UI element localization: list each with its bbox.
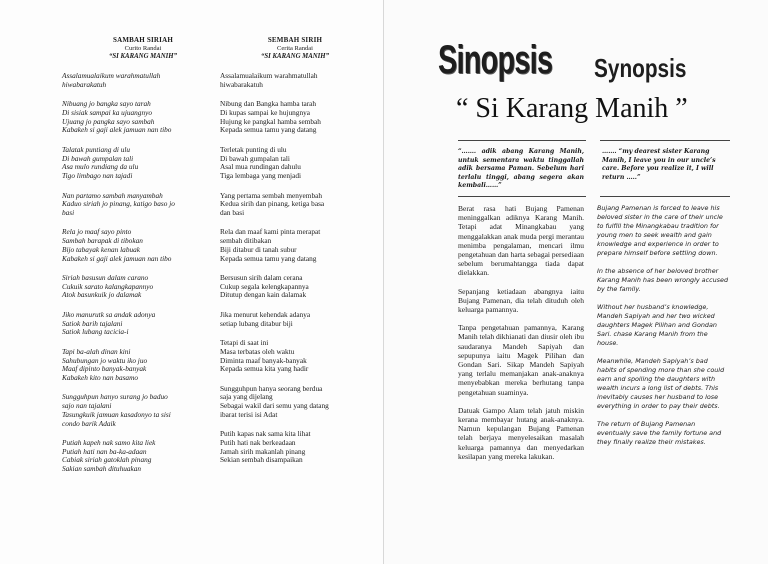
rule-left-bottom bbox=[458, 196, 586, 197]
verse-line: Tiga lembaga yang menjadi bbox=[220, 171, 301, 181]
synopsis-paragraph: Meanwhile, Mandeh Sapiyah’s bad habits of spending more than she could earn and spoiling the daughters with wealth incurs a long list of debts. This inevitably causes her husband to lose everything in order to pay their debts. bbox=[597, 357, 725, 410]
synopsis-paragraph: Sepanjang ketiadaan abangnya iaitu Bujang Pamenan, dia telah dituduh oleh keluarga pamannya. bbox=[458, 286, 584, 315]
synopsis-paragraph: Datuak Gampo Alam telah jatuh miskin kerana membayar hutang anak-anaknya. Namun kepulangan Bujang Pamenan telah berjaya menyelesaikan masalah keluarga pamannya dan menyedarkan kesilapan yang mereka lakukan. bbox=[458, 405, 584, 461]
verse-line: Tigo limbago nan tajadi bbox=[62, 171, 133, 181]
verse-line: basi bbox=[62, 207, 75, 217]
verse-line: Rela dan maaf kami pinta merapat bbox=[220, 227, 321, 237]
verse-line: Kabakeh si gaji alek jamuan nan tibo bbox=[62, 125, 172, 135]
verse-line: Putiah kapeh nak samo kita liek bbox=[62, 438, 156, 448]
synopsis-english bbox=[597, 204, 729, 456]
verse-line: Sebagai wakil dari semu yang datang bbox=[220, 401, 329, 411]
synopsis-malay bbox=[458, 204, 584, 470]
verse-line: Sakian sambah dituhuakan bbox=[62, 464, 142, 474]
verse-line: Asa mulo rundiang da ulu bbox=[62, 162, 139, 172]
stanza bbox=[62, 192, 234, 218]
verse-line: Jika menurut kehendak adanya bbox=[220, 309, 311, 319]
malay-stanzas bbox=[220, 72, 380, 465]
minang-verse-subtitle: Curito Randai bbox=[124, 44, 162, 52]
verse-line: Atok basunkuik jo dalamak bbox=[62, 290, 142, 300]
stanza bbox=[62, 274, 234, 300]
stanza bbox=[62, 439, 234, 474]
verse-line: Jamah sirih makanlah pinang bbox=[220, 446, 306, 456]
stanza bbox=[220, 311, 380, 328]
verse-line: Assalamualaikum warahmatullah bbox=[62, 71, 161, 81]
verse-line: Biji ditabur di tanah subur bbox=[220, 244, 297, 254]
verse-line: Satiok lubang tacicia-i bbox=[62, 327, 129, 337]
verse-line: Masa terbatas oleh waktu bbox=[220, 346, 295, 356]
rule-right-bottom bbox=[600, 196, 730, 197]
verse-line: Cukuik sarato kalangkapannyo bbox=[62, 281, 154, 291]
verse-line: sembah ditibakan bbox=[220, 236, 272, 246]
verse-line: Kedua sirih dan pinang, ketiga basa bbox=[220, 199, 325, 209]
minang-verse-title: SAMBAH SIRIAH bbox=[113, 36, 173, 44]
verse-line: Kaduo siriah jo pinang, katigo baso jo bbox=[62, 199, 175, 209]
stanza bbox=[220, 430, 380, 465]
verse-line: Rela jo maaf sayo pinto bbox=[62, 227, 132, 237]
malay-verse-title: SEMBAH SIRIH bbox=[267, 36, 323, 44]
stanza bbox=[62, 100, 234, 135]
story-title: “ Si Karang Manih ” bbox=[456, 93, 688, 124]
synopsis-paragraph: Bujang Pamenan is forced to leave his beloved sister in the care of their uncle to fulfill the Minangkabau tradition for young men to seek wealth and gain knowledge and experience in order to prepare himself before settling down. bbox=[597, 204, 723, 257]
verse-line: Satiok barih tajalani bbox=[62, 318, 123, 328]
verse-line: Bijo tabayak kenan labuak bbox=[62, 244, 141, 254]
verse-line: Di kupas sampai ke hujungnya bbox=[220, 108, 310, 118]
stanza bbox=[220, 100, 380, 135]
stanza bbox=[220, 274, 380, 300]
verse-line: Nibung dan Bangka hamba tarah bbox=[220, 99, 317, 109]
stanza bbox=[220, 146, 380, 181]
verse-line: Kepada semua tamu yang datang bbox=[220, 253, 317, 263]
stanza bbox=[62, 146, 234, 181]
verse-line: Cabiak siriah gatoklah pinang bbox=[62, 455, 152, 465]
synopsis-paragraph: Tanpa pengetahuan pamannya, Karang Manih telah dikhianati dan diusir oleh ibu saudaranya Mandeh Sapiyah dan sepupunya iaitu Magek Pilihan dan Gondan Sari. Sikap Mandeh Sapiyah yang terlalu memanjakan anak-anaknya menyebabkan mereka berhutang tanpa pengetahuan suaminya. bbox=[458, 323, 584, 397]
synopsis-paragraph: In the absence of her beloved brother Karang Manih has been wrongly accused by the family. bbox=[597, 267, 728, 293]
quote-malay: “……. adik abang Karang Manih, untuk sementara waktu tinggallah adik bersama Paman. Sebelum hari terlalu tinggi, abang segera akan kembali……” bbox=[458, 148, 584, 190]
stanza bbox=[62, 348, 234, 383]
malay-verse-column bbox=[220, 36, 380, 476]
verse-line: saja yang dijelang bbox=[220, 392, 273, 402]
verse-line: Di bawah gumpalan tali bbox=[62, 153, 134, 163]
verse-line: Talatak puntiang di ulu bbox=[62, 144, 131, 154]
verse-line: Sungguhpun hanya seorang berdua bbox=[220, 383, 323, 393]
synopsis-paragraph: Berat rasa hati Bujang Pamenan meninggalkan adiknya Karang Manih. Tetapi adat Minangkabau yang menggalakkan anak muda pergi merantau menimba pengalaman, mencari ilmu pengetahuan dan harta sebagai persediaan sebelum berumahtangga tiada dapat dielakkan. bbox=[458, 204, 584, 278]
verse-line: dan basi bbox=[220, 207, 245, 217]
verse-line: Putih kapas nak sama kita lihat bbox=[220, 429, 311, 439]
verse-line: Kabakeh kito nan basamo bbox=[62, 372, 139, 382]
verse-line: Terletak punting di ulu bbox=[220, 144, 287, 154]
stanza bbox=[220, 192, 380, 218]
stanza bbox=[62, 228, 234, 263]
malay-verse-subtitle: Cerita Randai bbox=[277, 44, 313, 52]
verse-line: Nibuang jo bangka sayo tarah bbox=[62, 99, 151, 109]
synopsis-paragraph: Without her husband’s knowledge, Mandeh Sapiyah and her two wicked daughters Magek Pilihan and Gondan Sari. chase Karang Manih from the house. bbox=[597, 303, 717, 347]
verse-line: setiap lubang ditabur biji bbox=[220, 318, 293, 328]
verse-line: Tetapi di saat ini bbox=[220, 338, 269, 348]
verse-line: Di sisiak sampai ka ujuangnyo bbox=[62, 108, 152, 118]
stanza bbox=[220, 72, 380, 89]
verse-line: Yang pertama sembah menyembah bbox=[220, 190, 322, 200]
synopsis-paragraph: The return of Bujang Pamenan eventually save the family fortune and they finally realize their mistakes. bbox=[597, 420, 722, 446]
malay-verse-drama: “SI KARANG MANIH” bbox=[261, 53, 329, 61]
verse-line: Jiko manurutk sa andak adonya bbox=[62, 309, 156, 319]
minang-stanzas bbox=[62, 72, 234, 474]
malay-verse-heading bbox=[210, 36, 380, 62]
verse-line: Ujuang jo pangka sayo sambah bbox=[62, 116, 155, 126]
verse-line: Sambah barapak di tibokan bbox=[62, 236, 143, 246]
rule-right-top bbox=[600, 140, 730, 141]
verse-line: Kabakeh si gaji alek jamuan nan tibo bbox=[62, 253, 172, 263]
verse-line: hiwabarakatuh bbox=[62, 79, 107, 89]
verse-line: Sungguhpun hanyo surang jo baduo bbox=[62, 392, 168, 402]
verse-line: Putiah hati nan ba-ka-adaan bbox=[62, 446, 147, 456]
verse-line: ibarat terisi isi Adat bbox=[220, 409, 278, 419]
verse-line: Hujung ke pangkal hamba sembah bbox=[220, 116, 321, 126]
stanza bbox=[62, 72, 234, 89]
verse-line: Sekian sembah disampaikan bbox=[220, 455, 303, 465]
verse-line: Nan partamo sambah manyambah bbox=[62, 190, 163, 200]
verse-line: Maaf dipinto banyak-banyak bbox=[62, 364, 147, 374]
verse-line: hiwabarakatuh bbox=[220, 79, 263, 89]
stanza bbox=[62, 311, 234, 337]
verse-line: condo barik Adaik bbox=[62, 418, 116, 428]
minang-verse-drama: “SI KARANG MANIH” bbox=[109, 53, 177, 61]
stanza bbox=[220, 339, 380, 374]
title-synopsis: Synopsis bbox=[594, 53, 687, 83]
verse-line: Kepada semua kita yang hadir bbox=[220, 364, 309, 374]
verse-line: Siriah basusun dalam carano bbox=[62, 273, 149, 283]
verse-line: Tapi ba-alah dinan kini bbox=[62, 346, 131, 356]
verse-line: sajo nan tajalani bbox=[62, 401, 112, 411]
stanza bbox=[220, 385, 380, 420]
verse-line: Kepada semua tamu yang datang bbox=[220, 125, 317, 135]
title-sinopsis: Sinopsis bbox=[438, 38, 553, 82]
rule-left-top bbox=[458, 140, 586, 141]
verse-line: Sahubungan jo waktu iko juo bbox=[62, 355, 148, 365]
verse-line: Bersusun sirih dalam cerana bbox=[220, 273, 303, 283]
stanza bbox=[220, 228, 380, 263]
verse-line: Ditutup dengan kain dalamak bbox=[220, 290, 307, 300]
quote-english: ……. “my dearest sister Karang Manih, I leave you in our uncle’s care. Before you realize it, I will return …..” bbox=[602, 148, 716, 181]
verse-line: Cukup segala kelengkapannya bbox=[220, 281, 309, 291]
verse-line: Assalamualaikum warahmatullah bbox=[220, 71, 318, 81]
verse-line: Diminta maaf banyak-banyak bbox=[220, 355, 307, 365]
verse-line: Asal mua rundingan dahulu bbox=[220, 162, 301, 172]
verse-line: Putih hati nak berkeadaan bbox=[220, 438, 296, 448]
verse-line: Tasungkuik jamuan kasadonyo ta sisi bbox=[62, 409, 171, 419]
minang-verse-column bbox=[62, 36, 234, 485]
minang-verse-heading bbox=[52, 36, 234, 62]
stanza bbox=[62, 393, 234, 428]
verse-line: Di bawah gumpalan tali bbox=[220, 153, 290, 163]
